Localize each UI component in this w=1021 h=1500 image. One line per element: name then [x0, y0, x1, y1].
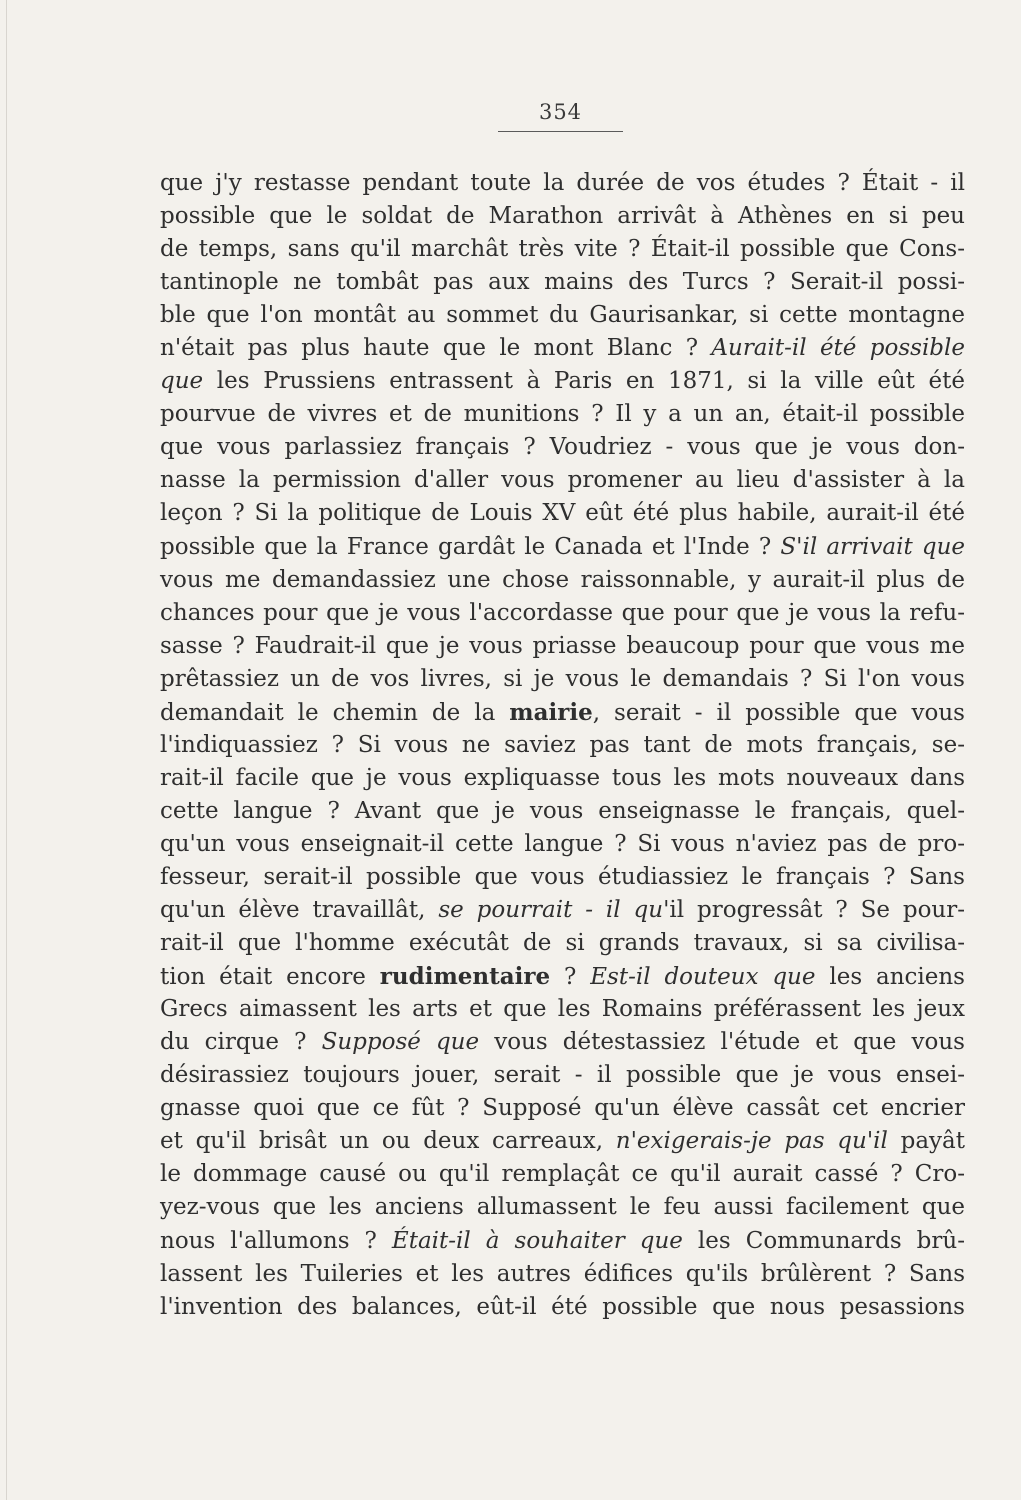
text-run: sasse ? Faudrait-il que je vous priasse beaucoup pour que vous me: [160, 632, 965, 659]
text-line: [160, 696, 965, 729]
text-line: [160, 894, 965, 927]
italic-phrase: Supposé que: [321, 1029, 480, 1056]
text-line: [160, 266, 965, 299]
text-run: du cirque ?: [160, 1029, 322, 1056]
text-line: [160, 233, 965, 266]
text-run: le dommage causé ou qu'il remplaçât ce qu'il aurait cassé ? Cro-: [160, 1161, 965, 1188]
text-run: les Communards brû-: [682, 1227, 965, 1254]
text-run: nous l'allumons ?: [160, 1227, 392, 1254]
text-line: [160, 531, 965, 564]
text-run: désirassiez toujours jouer, serait - il possible que je vous ensei-: [160, 1062, 965, 1089]
text-run: les Prussiens entrassent à Paris en 1871, si la ville eût été: [203, 368, 965, 395]
italic-phrase: n'exigerais-je pas qu'il: [615, 1128, 888, 1155]
text-run: Grecs aimassent les arts et que les Romains préférassent les jeux: [160, 996, 965, 1023]
text-line: [160, 365, 965, 398]
text-line: [160, 464, 965, 497]
text-run: n'était pas plus haute que le mont Blanc ?: [160, 335, 712, 362]
text-line: [160, 597, 965, 630]
text-run: leçon ? Si la politique de Louis XV eût été plus habile, aurait-il été: [160, 500, 965, 527]
text-line: [160, 762, 965, 795]
text-line: [160, 299, 965, 332]
text-run: tion était encore: [160, 964, 380, 991]
text-run: yez-vous que les anciens allumassent le feu aussi facilement que: [160, 1194, 965, 1221]
text-run: payât: [887, 1128, 965, 1155]
text-line: [160, 1059, 965, 1092]
text-line: [160, 431, 965, 464]
text-run: tantinople ne tombât pas aux mains des Turcs ? Serait-il possi-: [160, 269, 965, 296]
italic-phrase: que: [160, 368, 204, 395]
text-run: l'indiquassiez ? Si vous ne saviez pas tant de mots français, se-: [160, 731, 965, 758]
text-run: cette langue ? Avant que je vous enseignasse le français, quel-: [160, 797, 965, 824]
text-line: [160, 927, 965, 960]
text-run: il progressât ? Se pour-: [669, 897, 965, 924]
text-run: ?: [550, 964, 591, 991]
italic-phrase: S'il arrivait que: [780, 533, 965, 560]
text-line: [160, 960, 965, 993]
text-line: [160, 993, 965, 1026]
page-edge: [6, 0, 7, 1500]
text-run: fesseur, serait-il possible que vous étudiassiez le français ? Sans: [160, 863, 965, 890]
text-run: pourvue de vivres et de munitions ? Il y a un an, était-il possible: [160, 401, 965, 428]
text-line: [160, 795, 965, 828]
text-line: [160, 828, 965, 861]
text-run: qu'un élève travaillât,: [160, 897, 439, 924]
text-run: qu'un vous enseignait-il cette langue ? Si vous n'aviez pas de pro-: [160, 830, 965, 857]
text-line: [160, 1191, 965, 1224]
text-line: [160, 1125, 965, 1158]
text-run: vous me demandassiez une chose raissonnable, y aurait-il plus de: [160, 566, 965, 593]
text-line: [160, 497, 965, 530]
text-line: [160, 398, 965, 431]
text-line: [160, 1026, 965, 1059]
text-line: [160, 1092, 965, 1125]
page-number: 354: [538, 100, 583, 124]
text-line: [160, 1225, 965, 1258]
italic-phrase: Est-il douteux que: [590, 964, 816, 991]
text-line: [160, 200, 965, 233]
text-line: [160, 167, 965, 200]
text-run: que vous parlassiez français ? Voudriez - vous que je vous don-: [160, 434, 965, 461]
text-run: lassent les Tuileries et les autres édifices qu'ils brûlèrent ? Sans: [160, 1260, 965, 1287]
body-text: [160, 167, 965, 1324]
text-line: [160, 564, 965, 597]
text-run: possible que la France gardât le Canada et l'Inde ?: [160, 533, 781, 560]
text-run: nasse la permission d'aller vous promener au lieu d'assister à la: [160, 467, 965, 494]
text-line: [160, 1258, 965, 1291]
bold-word: rudimentaire: [379, 963, 551, 991]
text-run: l'invention des balances, eût-il été possible que nous pesassions: [160, 1293, 965, 1320]
italic-phrase: Était-il à souhaiter que: [391, 1227, 683, 1254]
bold-word: mairie: [509, 698, 593, 726]
page-number-rule: [498, 131, 623, 132]
text-run: et qu'il brisât un ou deux carreaux,: [160, 1128, 616, 1155]
text-line: [160, 1158, 965, 1191]
text-line: [160, 630, 965, 663]
text-run: rait-il que l'homme exécutât de si grands travaux, si sa civilisa-: [160, 930, 965, 957]
text-run: rait-il facile que je vous expliquasse tous les mots nouveaux dans: [160, 764, 965, 791]
text-run: possible que le soldat de Marathon arrivât à Athènes en si peu: [160, 203, 965, 230]
text-run: vous détestassiez l'étude et que vous: [479, 1029, 965, 1056]
text-line: [160, 861, 965, 894]
text-run: prêtassiez un de vos livres, si je vous le demandais ? Si l'on vous: [160, 665, 965, 692]
text-line: [160, 332, 965, 365]
text-line: [160, 729, 965, 762]
italic-phrase: Aurait-il été possible: [711, 335, 965, 362]
text-run: demandait le chemin de la: [160, 699, 510, 726]
text-run: , serait - il possible que vous: [592, 699, 965, 726]
text-line: [160, 663, 965, 696]
text-run: de temps, sans qu'il marchât très vite ? Était-il possible que Cons-: [160, 236, 965, 263]
text-run: chances pour que je vous l'accordasse que pour que je vous la refu-: [160, 599, 965, 626]
italic-phrase: se pourrait - il qu': [438, 897, 670, 924]
text-run: ble que l'on montât au sommet du Gaurisankar, si cette montagne: [160, 302, 965, 329]
text-run: les anciens: [815, 964, 965, 991]
text-run: que j'y restasse pendant toute la durée de vos études ? Était - il: [160, 170, 965, 196]
text-run: gnasse quoi que ce fût ? Supposé qu'un élève cassât cet encrier: [160, 1095, 965, 1122]
text-line: [160, 1291, 965, 1324]
